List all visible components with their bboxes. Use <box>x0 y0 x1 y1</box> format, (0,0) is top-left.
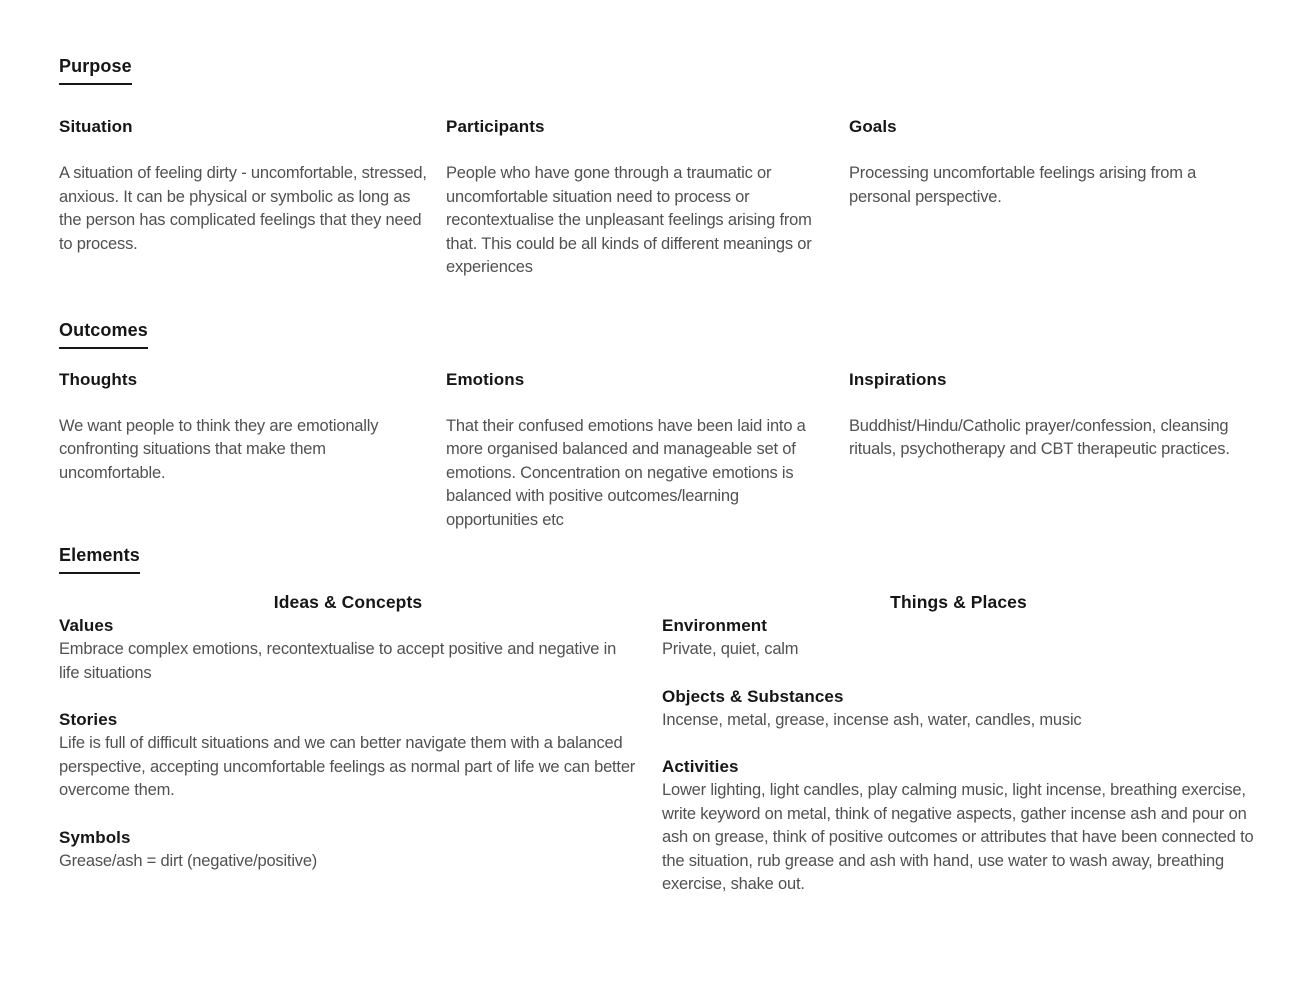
block-activities <box>662 755 1255 897</box>
section-title-outcomes: Outcomes <box>59 318 148 349</box>
block-environment <box>662 614 1255 662</box>
participants-text: People who have gone through a traumatic or uncomfortable situation need to process or recontextualise the unpleasant feelings arising from that. This could be all kinds of different meanings or experiences <box>446 164 812 276</box>
group-header-ideas-concepts: Ideas & Concepts <box>273 592 423 612</box>
heading-stories: Stories <box>59 710 118 729</box>
section-title-purpose: Purpose <box>59 54 132 85</box>
goals-text: Processing uncomfortable feelings arising from a personal perspective. <box>849 164 1197 206</box>
group-things-places <box>662 590 1255 920</box>
block-values <box>59 614 637 685</box>
heading-emotions: Emotions <box>446 369 525 389</box>
purpose-columns <box>59 115 1255 280</box>
heading-activities: Activities <box>662 757 739 776</box>
stories-text: Life is full of difficult situations and we can better navigate them with a balanced perspective, accepting uncomfortable feelings as normal part of life we can better overcome them. <box>59 734 636 799</box>
section-elements-title-wrap <box>59 543 1255 574</box>
group-ideas-concepts <box>59 590 662 896</box>
objects-substances-text: Incense, metal, grease, incense ash, water, candles, music <box>662 710 1082 729</box>
elements-groups <box>59 590 1255 920</box>
block-objects-substances <box>662 685 1255 733</box>
inspirations-text: Buddhist/Hindu/Catholic prayer/confession, cleansing rituals, psychotherapy and CBT therapeutic practices. <box>849 416 1230 458</box>
section-title-elements: Elements <box>59 543 140 574</box>
group-header-things-places: Things & Places <box>890 592 1027 612</box>
outcomes-column-inspirations <box>849 368 1269 462</box>
heading-environment: Environment <box>662 616 768 635</box>
purpose-column-participants <box>446 115 849 280</box>
heading-thoughts: Thoughts <box>59 369 138 389</box>
activities-text: Lower lighting, light candles, play calming music, light incense, breathing exercise, write keyword on metal, think of negative aspects, gather incense ash and pour on ash on grease, think of positive outcomes or attributes that have been connected to the situation, rub grease and ash with hand, use water to wash away, breathing exercise, shake out. <box>662 781 1254 893</box>
section-elements <box>59 543 1255 920</box>
heading-inspirations: Inspirations <box>849 369 947 389</box>
heading-objects-substances: Objects & Substances <box>662 686 844 706</box>
environment-text: Private, quiet, calm <box>662 640 799 658</box>
emotions-text: That their confused emotions have been laid into a more organised balanced and manageable set of emotions. Concentration on negative emotions is balanced with positive outcomes/learning opportunities etc <box>446 416 806 529</box>
thoughts-text: We want people to think they are emotionally confronting situations that make them uncomfortable. <box>59 416 379 482</box>
heading-values: Values <box>59 616 114 635</box>
section-purpose-title-wrap <box>59 54 1255 85</box>
section-outcomes-title-wrap <box>59 318 1255 349</box>
heading-goals: Goals <box>849 117 897 136</box>
outcomes-column-emotions <box>446 368 849 533</box>
values-text: Embrace complex emotions, recontextualise to accept positive and negative in life situations <box>59 640 617 682</box>
block-symbols <box>59 826 637 874</box>
block-stories <box>59 708 637 803</box>
section-outcomes <box>59 318 1255 533</box>
purpose-column-goals <box>849 115 1269 209</box>
outcomes-columns <box>59 368 1255 533</box>
heading-situation: Situation <box>59 117 133 136</box>
outcomes-column-thoughts <box>59 368 446 486</box>
purpose-column-situation <box>59 115 446 256</box>
section-purpose <box>59 54 1255 280</box>
heading-symbols: Symbols <box>59 827 131 847</box>
heading-participants: Participants <box>446 117 545 136</box>
situation-text: A situation of feeling dirty - uncomfortable, stressed, anxious. It can be physical or symbolic as long as the person has complicated feelings that they need to process. <box>59 164 427 253</box>
symbols-text: Grease/ash = dirt (negative/positive) <box>59 851 318 870</box>
